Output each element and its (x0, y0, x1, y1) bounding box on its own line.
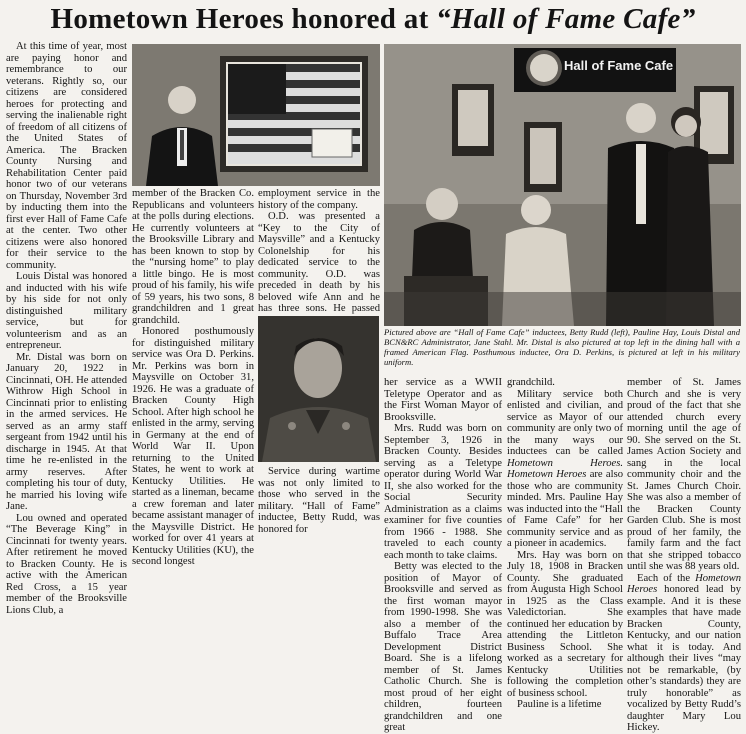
col1-para-1: At this time of year, most are paying honor and remembrance to our veterans. Rightly so, our citizens are considered heroes for protecting and serving the inalienable right of freedom of all citizens of the United States of America. The Bracken County Nursing and Rehabilitation Center paid honor two of our veterans on Thursday, November 3rd by inducting them into the first ever Hall of Fame Cafe at the center. Two other citizens were also honored for their service to the community. (6, 41, 127, 271)
column-6 (627, 377, 741, 734)
col1-para-4: Lou owned and operated “The Beverage King” in Cincinnati for twenty years. After retirement he moved to Bracken County. He is active with the American Red Cross, a 15 year member of the Brooksville Lions Club, a (6, 512, 127, 616)
col5-para-3: Mrs. Hay was born on July 18, 1908 in Bracken County. She graduated from Augusta High School in 1925 as the Class Valedictorian. She continued her education by attending the Littleton Business School. She worked as a secretary for Kentucky Utilities following the completion of business school. (507, 549, 623, 699)
column-1 (6, 41, 127, 616)
col4-para-2: Mrs. Rudd was born on September 3, 1926 in Bracken County. Besides serving as a Teletype operator during World War II, she also worked for the Social Security Administration as a claims examiner for five counties from 1966 - 1988. She traveled to each county each month to take claims. (384, 423, 502, 561)
column-2 (132, 188, 254, 568)
col6-para-2-emphasis: Hometown Heroes (627, 572, 741, 595)
col5-para-4: Pauline is a lifetime (517, 699, 602, 710)
photo-military-portrait (258, 316, 379, 462)
col5-para-1: grandchild. (507, 377, 555, 388)
col2-para-2: Honored posthumously for distinguished military service was Ora D. Perkins. Mr. Perkins was born in Maysville on October 31, 1926. He was a graduate of Bracken County High School. After high school he enlisted in the army, serving in Germany at the end of World War II. Upon returning to the United States, he went to work at Kentucky Utilities. He started as a lineman, became a crew foreman and later became assistant manager of the Maysville District. He worked for over 41 years at Kentucky Utilities (KU), the second longest (132, 326, 254, 567)
col6-para-2 (627, 573, 741, 734)
col1-para-2: Louis Distal was honored and inducted with his wife by his side for not only distinguished military service, but for volunteerism and as an entrepreneur. (6, 271, 127, 351)
col3-para-2: O.D. was presented a “Key to the City of Maysville” and a Kentucky Colonelship for his dedicated service to the community. O.D. was preceded in death by his beloved wife Ann and he has three sons. He passed (258, 211, 380, 314)
col1-para-3: Mr. Distal was born on January 20, 1922 in Cincinnati, OH. He attended Withrow High School in Cincinnati prior to enlisting in the armed services. He served as an army staff sergeant from 1942 until his discharge in 1945. At that time he re-enlisted in the army reserves. After completing his tour of duty, he married his loving wife Jane. (6, 351, 127, 512)
column-5 (507, 377, 623, 711)
col5-para-2 (507, 389, 623, 550)
col3-para-3: Service during wartime was not only limited to those who served in the military. “Hall of Fame” inductee, Betty Rudd, was honored for (258, 466, 380, 535)
american-flag-image (228, 64, 360, 164)
col5-para-2-text-cont: are also those who are community minded. Mrs. Pauline Hay was inducted into the “Hall of Fame Cafe” for her community service and as a pioneer in academics. (507, 469, 623, 549)
col3-para-1: employment service in the history of the company. (258, 188, 380, 211)
col4-para-1: her service as a WWII Teletype Operator and as the First Woman Mayor of Brooksville. (384, 377, 502, 423)
col5-para-2-emphasis: Hometown Heroes. Hometown Heroes (507, 457, 623, 480)
column-3-bottom (258, 466, 380, 535)
photo-inductees-group (384, 44, 741, 326)
col6-para-1: member of St. James Church and she is very proud of the fact that she attended church every morning until the age of 90. She served on the St. James Action Society and sang in the local community choir and the St. James Church Choir. She was also a member of the Bracken County Garden Club. She is most proud of her family, the family farm and the fact that she stripped tobacco until she was 88 years old. (627, 377, 741, 572)
photo-veteran-with-flag (132, 44, 380, 186)
col6-para-2-text: Each of the (637, 572, 696, 584)
column-3-top (258, 188, 380, 326)
col4-para-3: Betty was elected to the position of Mayor of Brooksville and served as the first woman mayor from 1990-1998. She was also a member of the Buffalo Trace Area Development District Board. She is a lifelong member of St. James Catholic Church. She is most proud of her eight children, fourteen grandchildren and one great (384, 561, 502, 733)
hall-of-fame-sign: Hall of Fame Cafe (564, 58, 674, 73)
col2-para-1: member of the Bracken Co. Republicans and volunteers at the polls during elections. He currently volunteers at the Brooksville Library and has been known to stop by the “nursing home” to play a little bingo. He is most proud of his family, his wife of 59 years, his two sons, 8 grandchildren and 1 great grandchild. (132, 188, 254, 326)
photo-caption: Pictured above are “Hall of Fame Cafe” inductees, Betty Rudd (left), Pauline Hay, Louis Distal and BCN&RC Administrator, Jane Stahl. Mr. Distal is also pictured at top left in the dining hall with a framed American Flag. Posthumous inductee, Ora D. Perkins, is pictured at left in his military uniform. (384, 327, 740, 367)
col6-para-2-text-cont: honored lead by example. And it is these examples that have made Bracken County, Kentucky, and our nation what it is today. And although their lives “may not be remarkable, (by other’s standards) they are truly honorable” as vocalized by Betty Rudd’s daughter Mary Lou Hickey. (627, 584, 741, 733)
headline-plain: Hometown Heroes honored at (50, 3, 437, 35)
column-4 (384, 377, 502, 734)
military-portrait-image (258, 316, 379, 462)
col5-para-2-text: Military service both enlisted and civilian, and service as Mayor of our community are only two of the many ways our inductees can be called (507, 388, 623, 457)
headline-italic: “Hall of Fame Cafe” (436, 3, 696, 35)
headline (0, 0, 746, 40)
inductees-group-image (384, 44, 741, 326)
veteran-with-flag-image (132, 44, 380, 186)
